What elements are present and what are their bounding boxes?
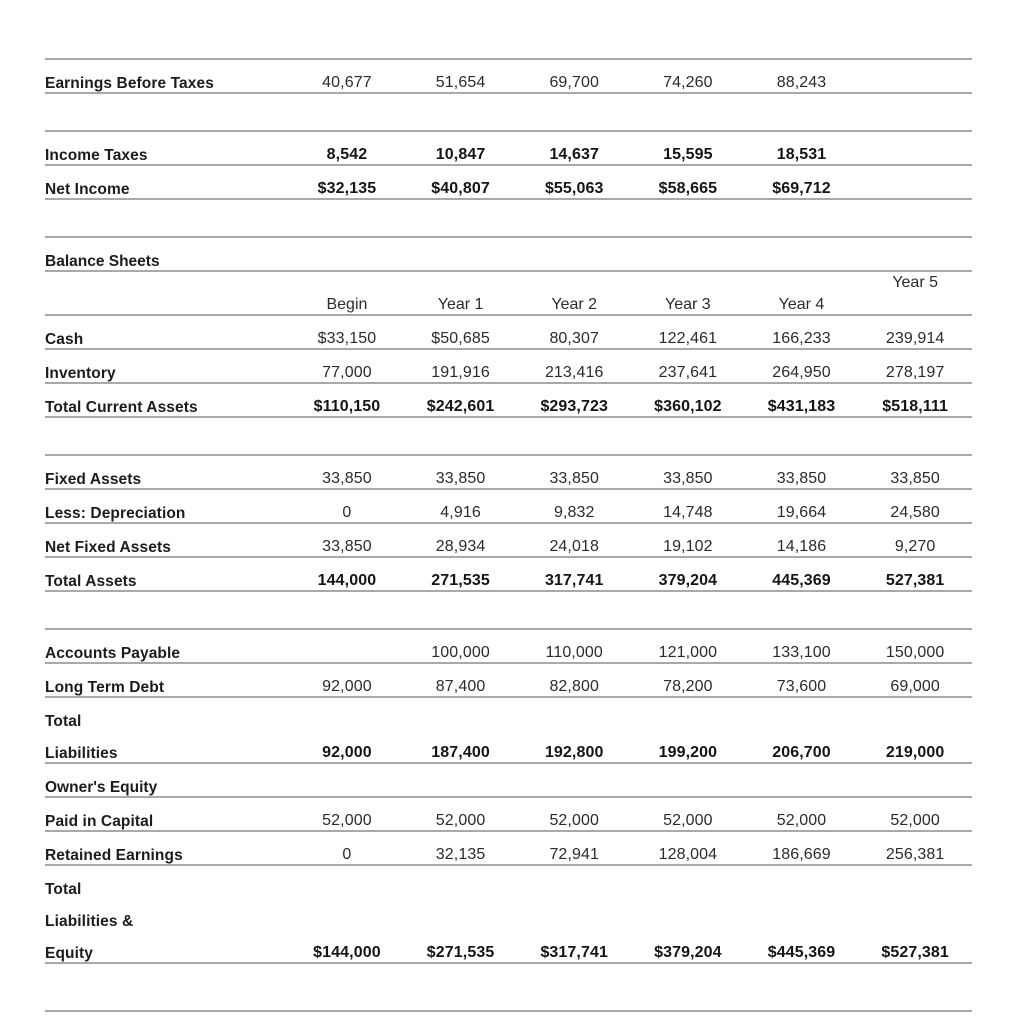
cell-re-year1: 32,135 bbox=[404, 831, 518, 865]
cell-dep-year1: 4,916 bbox=[404, 489, 518, 523]
spacer-cell bbox=[290, 199, 404, 237]
cell-cash-year5: 239,914 bbox=[858, 315, 972, 349]
section-title-pad bbox=[517, 237, 631, 271]
cell-nfa-year1: 28,934 bbox=[404, 523, 518, 557]
table-row bbox=[45, 165, 972, 199]
spacer-cell bbox=[858, 591, 972, 629]
section-title-pad bbox=[290, 237, 404, 271]
cell-tca-year4: $431,183 bbox=[745, 383, 859, 417]
cell-tca-begin: $110,150 bbox=[290, 383, 404, 417]
cell-tca-year5: $518,111 bbox=[858, 383, 972, 417]
cell-wrap-pad bbox=[404, 865, 518, 898]
cell-income-taxes-year1: 10,847 bbox=[404, 131, 518, 165]
cell-wrap-pad bbox=[290, 898, 404, 930]
cell-net-income-year1: $40,807 bbox=[404, 165, 518, 199]
spacer-cell bbox=[745, 417, 859, 455]
spacer-row bbox=[45, 417, 972, 455]
cell-inventory-year5: 278,197 bbox=[858, 349, 972, 383]
table-row bbox=[45, 315, 972, 349]
spacer-cell bbox=[290, 93, 404, 131]
cell-ta-year2: 317,741 bbox=[517, 557, 631, 591]
cell-cash-year1: $50,685 bbox=[404, 315, 518, 349]
table-row bbox=[45, 629, 972, 663]
cell-income-taxes-year4: 18,531 bbox=[745, 131, 859, 165]
cell-wrap-pad bbox=[404, 898, 518, 930]
spacer-cell bbox=[631, 591, 745, 629]
table-row bbox=[45, 59, 972, 93]
cell-ltd-year1: 87,400 bbox=[404, 663, 518, 697]
cell-tca-year3: $360,102 bbox=[631, 383, 745, 417]
cell-ta-year4: 445,369 bbox=[745, 557, 859, 591]
section-title-pad bbox=[290, 763, 404, 797]
cell-tle-year3: $379,204 bbox=[654, 944, 722, 962]
table-row-wrapped-label-line bbox=[45, 697, 972, 730]
cell-income-taxes-begin: 8,542 bbox=[290, 131, 404, 165]
spacer-cell bbox=[858, 199, 972, 237]
row-label-net-income: Net Income bbox=[45, 165, 290, 199]
cell-ltd-begin: 92,000 bbox=[290, 663, 404, 697]
cell-ta-year3: 379,204 bbox=[631, 557, 745, 591]
spacer-cell bbox=[745, 199, 859, 237]
table-row-wrapped-label-line bbox=[45, 898, 972, 930]
column-header-begin: Begin bbox=[290, 271, 404, 315]
cell-tl-year2: 192,800 bbox=[544, 744, 604, 762]
cell-cash-year4: 166,233 bbox=[745, 315, 859, 349]
table-row bbox=[45, 557, 972, 591]
cell-re-begin: 0 bbox=[290, 831, 404, 865]
row-label-paid-in-capital: Paid in Capital bbox=[45, 797, 290, 831]
cell-ltd-year5: 69,000 bbox=[858, 663, 972, 697]
cell-cash-begin: $33,150 bbox=[290, 315, 404, 349]
cell-ap-year1: 100,000 bbox=[404, 629, 518, 663]
cell-fa-year3: 33,850 bbox=[631, 455, 745, 489]
cell-tl-year4: 206,700 bbox=[772, 744, 831, 762]
section-title-pad bbox=[517, 763, 631, 797]
spacer-cell bbox=[631, 93, 745, 131]
spacer-cell bbox=[745, 93, 859, 131]
cell-tle-year1: $271,535 bbox=[426, 944, 495, 962]
cell-ebt-year1: 51,654 bbox=[404, 59, 518, 93]
row-label-fixed-assets: Fixed Assets bbox=[45, 455, 290, 489]
cell-fa-begin: 33,850 bbox=[290, 455, 404, 489]
spacer-cell bbox=[45, 199, 290, 237]
cell-wrap-pad bbox=[290, 865, 404, 898]
spacer-cell bbox=[404, 591, 518, 629]
cell-net-income-year2: $55,063 bbox=[517, 165, 631, 199]
cell-ta-year1: 271,535 bbox=[404, 557, 518, 591]
cell-dep-year4: 19,664 bbox=[745, 489, 859, 523]
row-label-total-current-assets: Total Current Assets bbox=[45, 383, 290, 417]
row-label-total-liabilities-equity-line3: Equity bbox=[45, 944, 93, 962]
table-row bbox=[45, 383, 972, 417]
row-label-earnings-before-taxes: Earnings Before Taxes bbox=[45, 59, 290, 93]
table-row bbox=[45, 797, 972, 831]
spacer-cell bbox=[517, 93, 631, 131]
spacer-cell bbox=[517, 591, 631, 629]
spacer-cell bbox=[858, 93, 972, 131]
cell-inventory-year4: 264,950 bbox=[745, 349, 859, 383]
spacer-cell bbox=[745, 591, 859, 629]
section-title-pad bbox=[858, 237, 972, 271]
cell-wrap-pad bbox=[745, 898, 859, 930]
cell-net-income-begin: $32,135 bbox=[290, 165, 404, 199]
cell-dep-year5: 24,580 bbox=[858, 489, 972, 523]
column-header-year5: Year 5 bbox=[858, 271, 972, 315]
cell-wrap-pad bbox=[745, 865, 859, 898]
column-header-year3: Year 3 bbox=[631, 271, 745, 315]
cell-tle-year4: $445,369 bbox=[767, 944, 836, 962]
cell-net-income-year4: $69,712 bbox=[745, 165, 859, 199]
table-row bbox=[45, 730, 972, 763]
table-row bbox=[45, 831, 972, 865]
cell-re-year4: 186,669 bbox=[745, 831, 859, 865]
section-title-pad bbox=[631, 237, 745, 271]
cell-ap-year2: 110,000 bbox=[517, 629, 631, 663]
cell-re-year5: 256,381 bbox=[858, 831, 972, 865]
cell-ap-year4: 133,100 bbox=[745, 629, 859, 663]
cell-pic-year5: 52,000 bbox=[858, 797, 972, 831]
column-header-year2: Year 2 bbox=[517, 271, 631, 315]
spacer-cell bbox=[290, 591, 404, 629]
table-row bbox=[45, 523, 972, 557]
cell-tca-year1: $242,601 bbox=[404, 383, 518, 417]
cell-ap-begin bbox=[290, 629, 404, 663]
cell-ebt-year4: 88,243 bbox=[745, 59, 859, 93]
cell-inventory-year1: 191,916 bbox=[404, 349, 518, 383]
cell-ta-year5: 527,381 bbox=[858, 557, 972, 591]
section-title-owners-equity: Owner's Equity bbox=[45, 763, 290, 797]
cell-ta-begin: 144,000 bbox=[290, 557, 404, 591]
cell-inventory-year3: 237,641 bbox=[631, 349, 745, 383]
cell-ebt-year2: 69,700 bbox=[517, 59, 631, 93]
cell-ebt-begin: 40,677 bbox=[290, 59, 404, 93]
cell-tl-year3: 199,200 bbox=[658, 744, 718, 762]
row-label-total-liabilities-line1: Total bbox=[45, 697, 290, 730]
row-label-retained-earnings: Retained Earnings bbox=[45, 831, 290, 865]
cell-fa-year5: 33,850 bbox=[858, 455, 972, 489]
cell-wrap-pad bbox=[517, 865, 631, 898]
spacer-cell bbox=[45, 93, 290, 131]
table-row-section-title bbox=[45, 237, 972, 271]
cell-tl-year5: 219,000 bbox=[885, 744, 945, 762]
cell-pic-year3: 52,000 bbox=[631, 797, 745, 831]
section-title-pad bbox=[404, 763, 518, 797]
table-row-section-title bbox=[45, 763, 972, 797]
spacer-cell bbox=[858, 417, 972, 455]
spacer-cell bbox=[631, 199, 745, 237]
row-label-less-depreciation: Less: Depreciation bbox=[45, 489, 290, 523]
row-label-long-term-debt: Long Term Debt bbox=[45, 663, 290, 697]
cell-tle-year5: $527,381 bbox=[881, 944, 949, 962]
cell-pic-year1: 52,000 bbox=[404, 797, 518, 831]
column-header-year4: Year 4 bbox=[745, 271, 859, 315]
cell-nfa-year3: 19,102 bbox=[631, 523, 745, 557]
table-row bbox=[45, 489, 972, 523]
spacer-cell bbox=[517, 199, 631, 237]
spacer-cell bbox=[45, 417, 290, 455]
cell-wrap-pad bbox=[858, 865, 972, 898]
cell-tl-year1: 187,400 bbox=[431, 744, 490, 762]
spacer-row bbox=[45, 591, 972, 629]
cell-wrap-pad bbox=[631, 865, 745, 898]
cell-re-year3: 128,004 bbox=[631, 831, 745, 865]
cell-fa-year2: 33,850 bbox=[517, 455, 631, 489]
cell-ltd-year2: 82,800 bbox=[517, 663, 631, 697]
spacer-cell bbox=[517, 417, 631, 455]
cell-dep-year3: 14,748 bbox=[631, 489, 745, 523]
cell-cash-year3: 122,461 bbox=[631, 315, 745, 349]
bottom-rule bbox=[45, 1010, 972, 1012]
cell-cash-year2: 80,307 bbox=[517, 315, 631, 349]
table-row bbox=[45, 663, 972, 697]
cell-tl-begin: 92,000 bbox=[322, 744, 372, 762]
cell-inventory-begin: 77,000 bbox=[290, 349, 404, 383]
cell-wrap-pad bbox=[858, 697, 972, 730]
cell-nfa-year5: 9,270 bbox=[858, 523, 972, 557]
cell-ap-year5: 150,000 bbox=[858, 629, 972, 663]
cell-tca-year2: $293,723 bbox=[517, 383, 631, 417]
column-header-year1: Year 1 bbox=[404, 271, 518, 315]
cell-ebt-year3: 74,260 bbox=[631, 59, 745, 93]
column-header-row bbox=[45, 271, 972, 315]
cell-income-taxes-year3: 15,595 bbox=[631, 131, 745, 165]
cell-nfa-year2: 24,018 bbox=[517, 523, 631, 557]
row-label-total-assets: Total Assets bbox=[45, 557, 290, 591]
cell-tle-begin: $144,000 bbox=[313, 944, 381, 962]
cell-wrap-pad bbox=[858, 898, 972, 930]
spacer-cell bbox=[404, 199, 518, 237]
cell-ltd-year3: 78,200 bbox=[631, 663, 745, 697]
cell-ebt-year5 bbox=[858, 59, 972, 93]
cell-dep-begin: 0 bbox=[290, 489, 404, 523]
row-label-income-taxes: Income Taxes bbox=[45, 131, 290, 165]
bottom-gap bbox=[45, 964, 972, 1010]
cell-pic-year2: 52,000 bbox=[517, 797, 631, 831]
row-label-total-liabilities-equity-line1: Total bbox=[45, 865, 290, 898]
cell-pic-begin: 52,000 bbox=[290, 797, 404, 831]
row-label-cash: Cash bbox=[45, 315, 290, 349]
cell-dep-year2: 9,832 bbox=[517, 489, 631, 523]
cell-net-income-year3: $58,665 bbox=[631, 165, 745, 199]
table-row-wrapped-label-line bbox=[45, 865, 972, 898]
cell-pic-year4: 52,000 bbox=[745, 797, 859, 831]
row-label-total-liabilities-line2: Liabilities bbox=[45, 744, 118, 762]
spacer-cell bbox=[631, 417, 745, 455]
financial-statement-table bbox=[45, 58, 972, 964]
section-title-pad bbox=[404, 237, 518, 271]
cell-ltd-year4: 73,600 bbox=[745, 663, 859, 697]
row-label-total-liabilities-equity-line2: Liabilities & bbox=[45, 912, 134, 930]
row-label-inventory: Inventory bbox=[45, 349, 290, 383]
cell-wrap-pad bbox=[517, 697, 631, 730]
cell-re-year2: 72,941 bbox=[517, 831, 631, 865]
cell-income-taxes-year2: 14,637 bbox=[517, 131, 631, 165]
cell-wrap-pad bbox=[290, 697, 404, 730]
cell-ap-year3: 121,000 bbox=[631, 629, 745, 663]
section-title-pad bbox=[745, 763, 859, 797]
cell-wrap-pad bbox=[631, 898, 745, 930]
cell-fa-year4: 33,850 bbox=[745, 455, 859, 489]
row-label-net-fixed-assets: Net Fixed Assets bbox=[45, 523, 290, 557]
cell-wrap-pad bbox=[631, 697, 745, 730]
table-row bbox=[45, 930, 972, 963]
spacer-row bbox=[45, 93, 972, 131]
section-title-pad bbox=[631, 763, 745, 797]
cell-fa-year1: 33,850 bbox=[404, 455, 518, 489]
cell-wrap-pad bbox=[517, 898, 631, 930]
section-title-balance-sheets: Balance Sheets bbox=[45, 237, 290, 271]
cell-nfa-begin: 33,850 bbox=[290, 523, 404, 557]
row-label-accounts-payable: Accounts Payable bbox=[45, 629, 290, 663]
cell-inventory-year2: 213,416 bbox=[517, 349, 631, 383]
cell-nfa-year4: 14,186 bbox=[745, 523, 859, 557]
cell-income-taxes-year5 bbox=[858, 131, 972, 165]
cell-net-income-year5 bbox=[858, 165, 972, 199]
cell-wrap-pad bbox=[404, 697, 518, 730]
spacer-cell bbox=[290, 417, 404, 455]
spacer-cell bbox=[45, 591, 290, 629]
table-row bbox=[45, 131, 972, 165]
table-row bbox=[45, 349, 972, 383]
table-row bbox=[45, 455, 972, 489]
section-title-pad bbox=[858, 763, 972, 797]
cell-tle-year2: $317,741 bbox=[540, 944, 608, 962]
spacer-row bbox=[45, 199, 972, 237]
spacer-cell bbox=[404, 417, 518, 455]
column-header-blank bbox=[45, 271, 290, 315]
cell-wrap-pad bbox=[745, 697, 859, 730]
section-title-pad bbox=[745, 237, 859, 271]
spacer-cell bbox=[404, 93, 518, 131]
